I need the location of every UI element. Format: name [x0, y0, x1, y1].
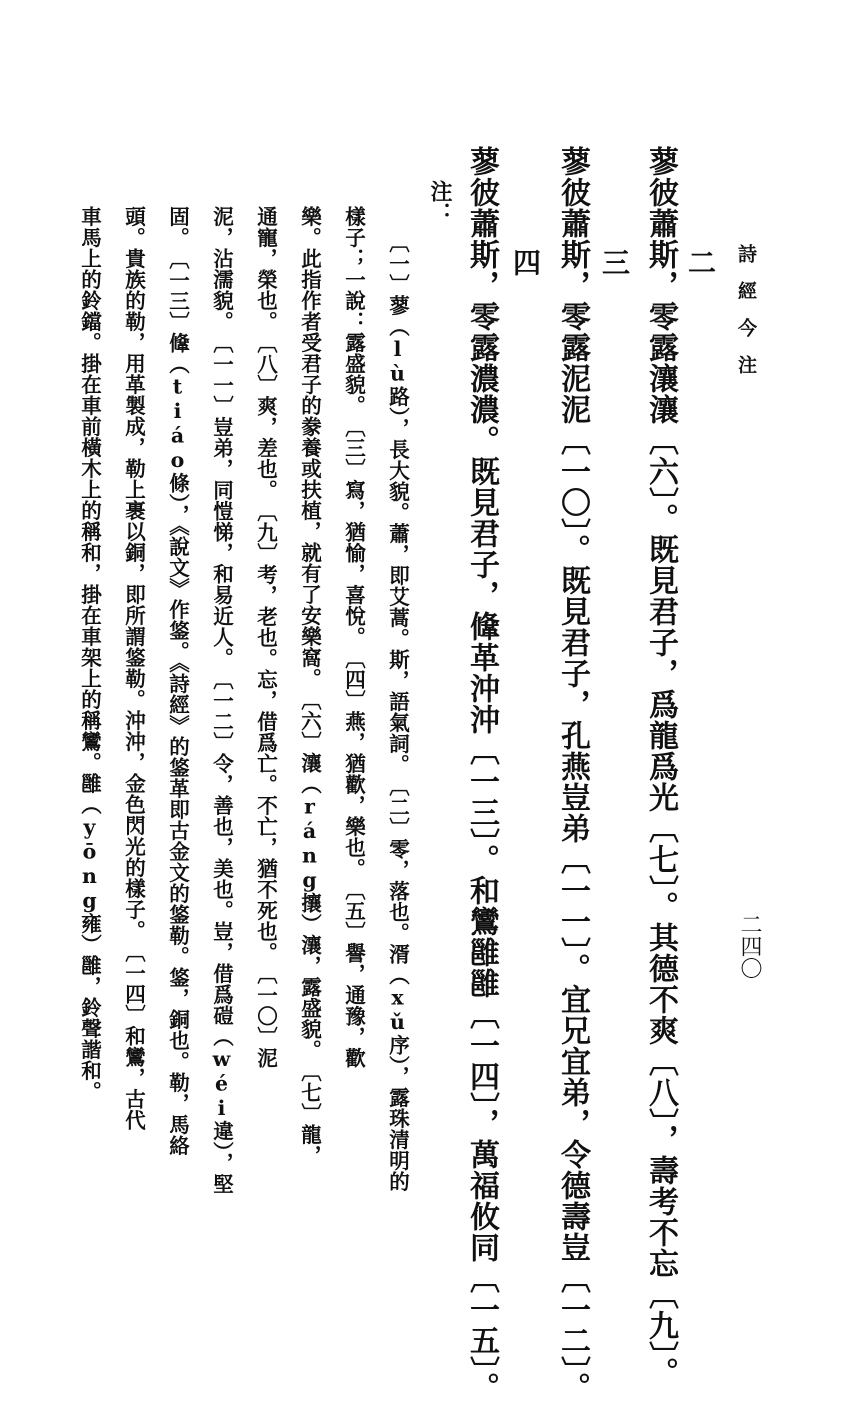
note-line: 頭。貴族的勒，用革製成，勒上裹以銅，即所謂鋚勒。沖沖，金色閃光的樣子。 〔一四〕和鸞，古代 [121, 206, 146, 1131]
stanza-number-2: 二 [684, 248, 717, 276]
stanza-4-verse: 蓼彼蕭斯，零露濃濃。既見君子，鞗革沖沖〔一三〕。和鸞雝雝〔一四〕，萬福攸同〔一五〕。 [464, 146, 499, 1403]
stanza-number-3: 三 [598, 248, 631, 276]
note-line: 通寵，榮也。 〔八〕爽，差也。 〔九〕考，老也。忘，借爲亡。不亡，猶不死也。 〔一〇〕泥 [253, 206, 278, 1069]
note-line: 〔一〕蓼（lù路），長大貌。蕭，即艾蒿。斯，語氣詞。 〔二〕零，落也。湑（xǔ序），露珠清明的 [385, 232, 410, 1192]
running-header-title: 詩經今注 [735, 244, 757, 392]
page-number: 二四〇 [737, 913, 762, 979]
stanza-2-verse: 蓼彼蕭斯，零露瀼瀼〔六〕。既見君子，爲龍爲光〔七〕。其德不爽〔八〕，壽考不忘〔九〕。 [643, 146, 678, 1388]
notes-label: 注： [427, 180, 452, 224]
note-line: 泥，沾濡貌。 〔一一〕豈弟，同愷悌，和易近人。 〔一二〕令，善也，美也。豈，借爲磑（wéi違），堅 [209, 206, 234, 1195]
note-line: 車馬上的鈴鐺。掛在車前橫木上的稱和，掛在車架上的稱鸞。雝（yōng雍）雝，鈴聲諧和。 [77, 206, 102, 1102]
note-line: 樂。此指作者受君子的豢養或扶植，就有了安樂窩。 〔六〕瀼（ráng攘）瀼，露盛貌。 〔七〕龍， [297, 206, 322, 1166]
stanza-number-4: 四 [509, 248, 542, 276]
note-line: 樣子；一說：露盛貌。 〔三〕寫，猶愉，喜悅。 〔四〕燕，猶歡，樂也。 〔五〕譽，通豫，歡 [341, 206, 366, 1069]
note-line: 固。 〔一三〕鞗（tiáo條），《說文》作鋚。《詩經》的鋚革即古金文的鋚勒。鋚，銅也。勒，馬絡 [165, 206, 190, 1156]
stanza-3-verse: 蓼彼蕭斯，零露泥泥〔一〇〕。既見君子，孔燕豈弟〔一一〕。宜兄宜弟，令德壽豈〔一二〕。 [555, 146, 590, 1403]
